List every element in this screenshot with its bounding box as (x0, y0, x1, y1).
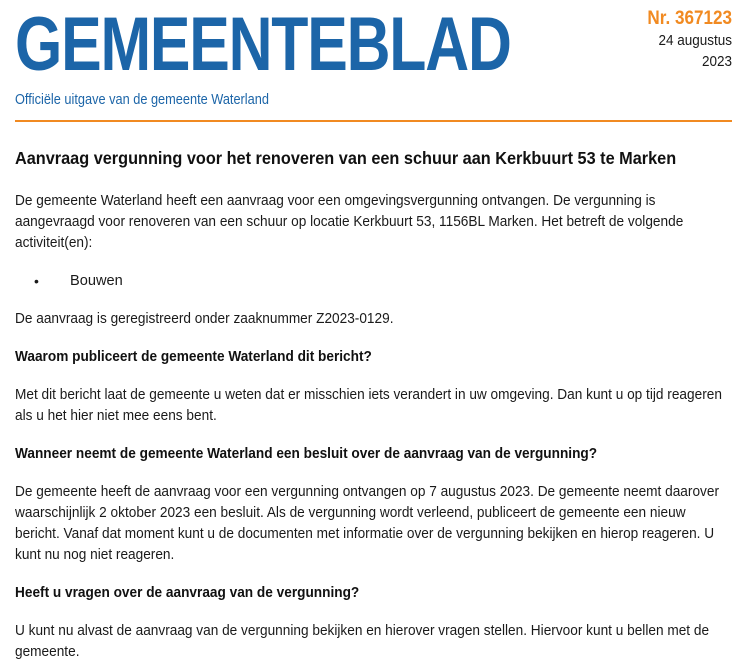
section-heading-why-published: Waarom publiceert de gemeente Waterland dit bericht? (15, 349, 372, 365)
activity-label: Bouwen (70, 273, 123, 289)
section-heading-questions: Heeft u vragen over de aanvraag van de vergunning? (15, 585, 360, 601)
page-title: Aanvraag vergunning voor het renoveren van een schuur aan Kerkbuurt 53 te Marken (15, 148, 677, 168)
section-heading-decision-timing: Wanneer neemt de gemeente Waterland een besluit over de aanvraag van de vergunning? (15, 446, 598, 462)
section-body-decision-timing: De gemeente heeft de aanvraag voor een vergunning ontvangen op 7 augustus 2023. De gemeente neemt daarover waarschijnlijk 2 oktober 2023 een besluit. Als de vergunning wordt verleend, publiceert de gemeente een nieuw bericht. Vanaf dat moment kunt u de documenten met informatie over de vergunning bekijken en hierop reageren. U kunt nu nog niet reageren. (15, 484, 719, 563)
gemeenteblad-wordmark: GEMEENTEBLAD (15, 2, 511, 87)
masthead-left (15, 0, 635, 108)
issue-date: 24 augustus (658, 32, 732, 49)
section-body-why-published: Met dit bericht laat de gemeente u weten dat er misschien iets verandert in uw omgeving. Dan kunt u op tijd reageren als u het hier niet mee eens bent. (15, 387, 722, 424)
activity-list (15, 271, 732, 292)
official-publisher-tagline: Officiële uitgave van de gemeente Waterland (15, 92, 269, 108)
intro-paragraph: De gemeente Waterland heeft een aanvraag voor een omgevingsvergunning ontvangen. De vergunning is aangevraagd voor renoveren van een schuur op locatie Kerkbuurt 53, 1156BL Marken. Het betreft de volgende activiteit(en): (15, 193, 684, 251)
issue-year: 2023 (701, 53, 732, 70)
article-body (15, 122, 732, 663)
case-number-paragraph: De aanvraag is geregistreerd onder zaaknummer Z2023-0129. (15, 311, 394, 327)
list-item (15, 271, 732, 292)
section-body-questions: U kunt nu alvast de aanvraag van de vergunning bekijken en hierover vragen stellen. Hiervoor kunt u bellen met de gemeente. (15, 623, 710, 660)
issue-info (647, 8, 732, 72)
bullet-icon: • (34, 273, 39, 289)
masthead-divider (15, 120, 732, 122)
masthead (15, 0, 732, 122)
issue-number: Nr. 367123 (647, 8, 732, 29)
